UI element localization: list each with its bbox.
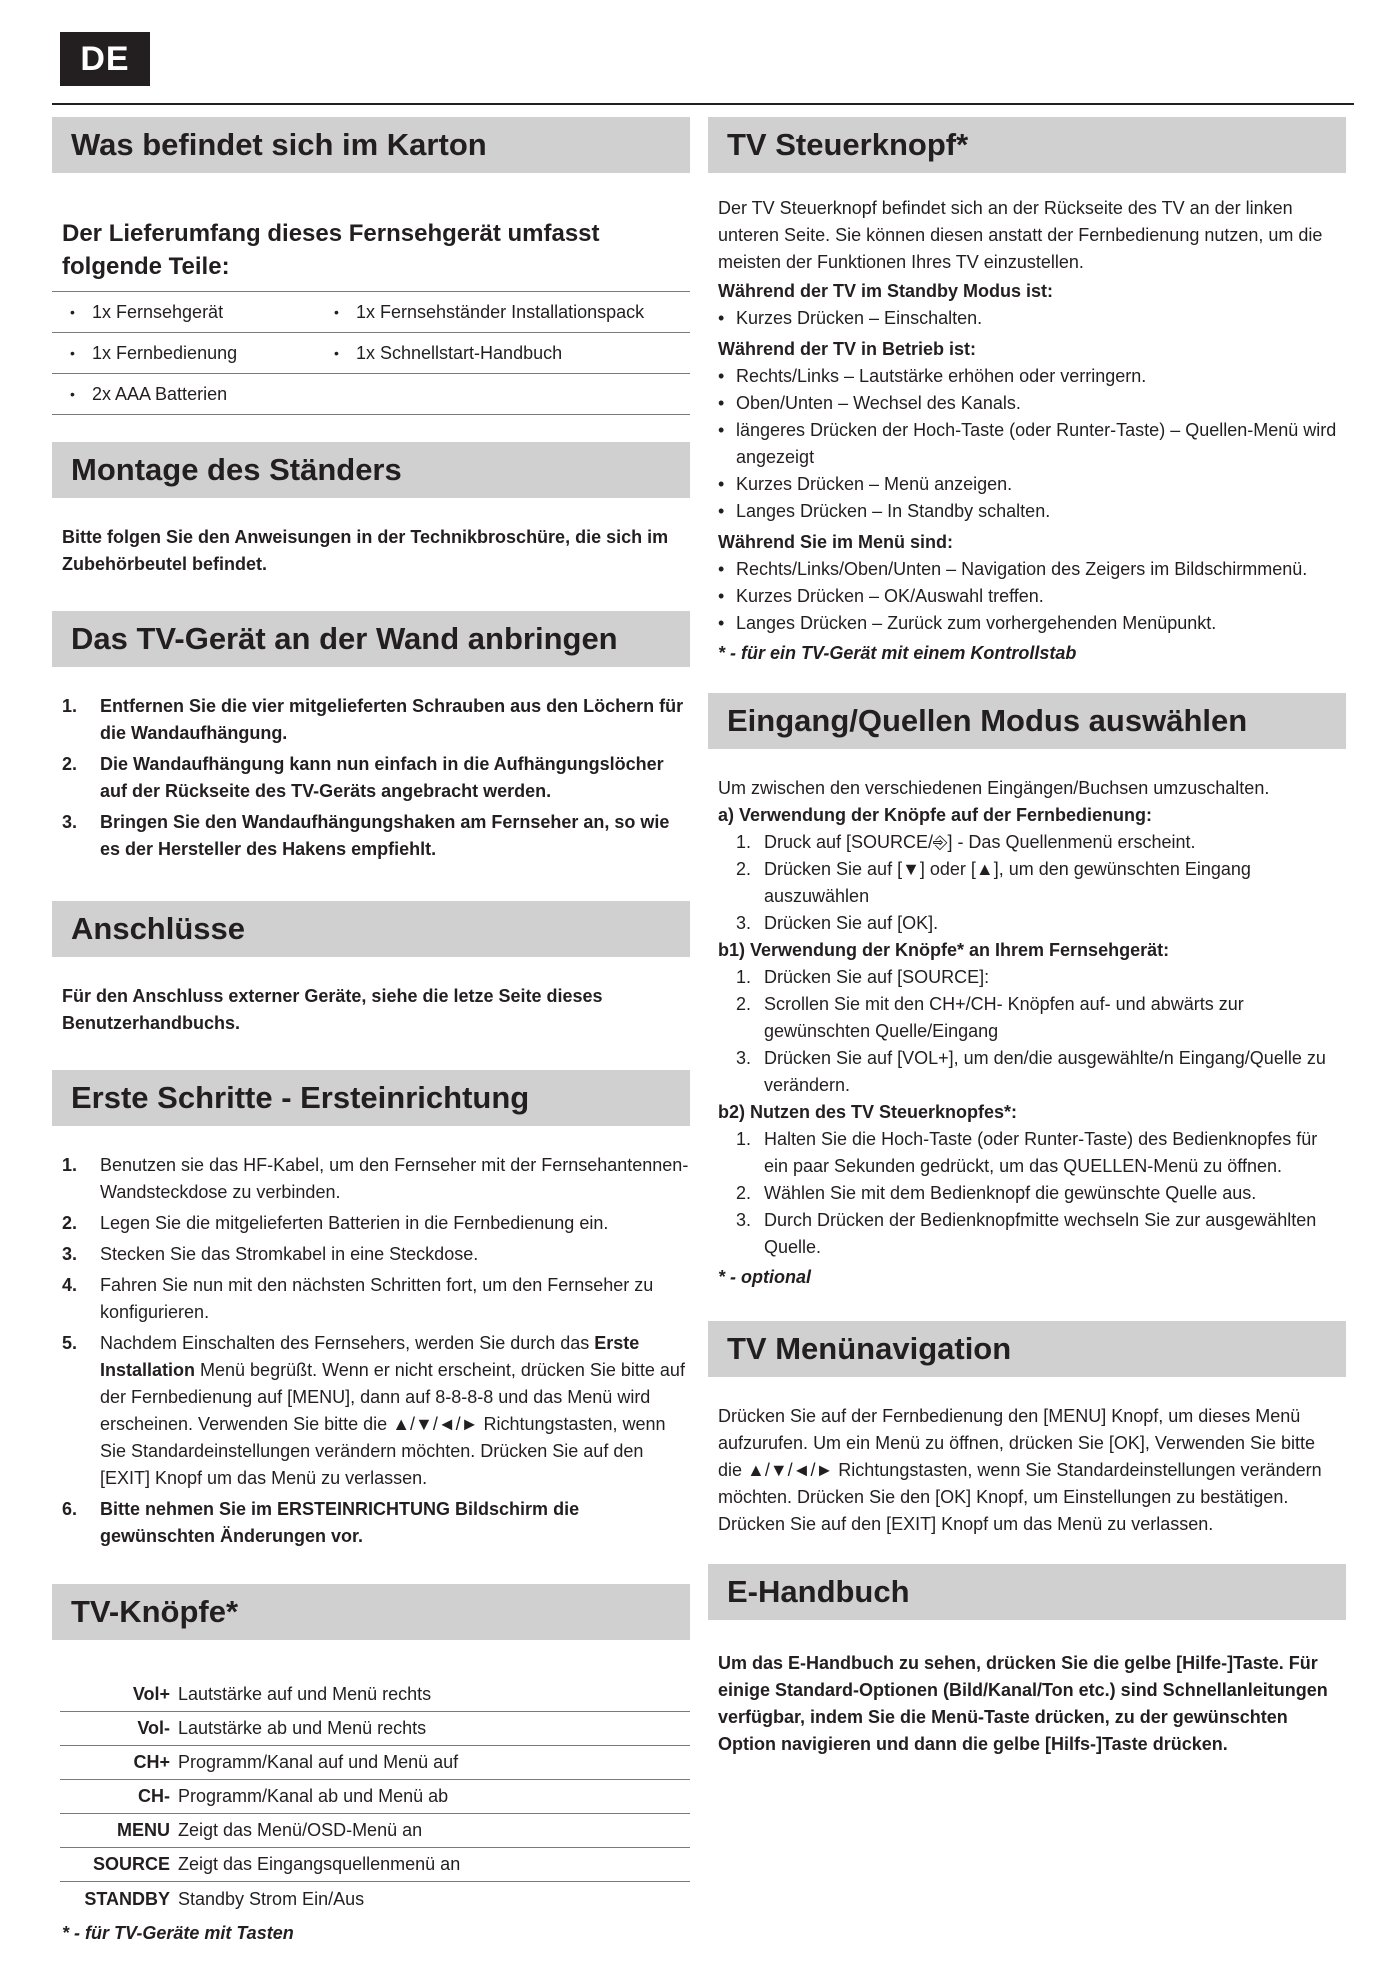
list-item: 2. Wählen Sie mit dem Bedienknopf die gewünschte Quelle aus. <box>736 1183 1257 1203</box>
list-item: • 1x Schnellstart-Handbuch <box>334 342 563 363</box>
section-heading-box: Was befindet sich im Karton <box>52 117 690 173</box>
language-tag: DE <box>60 32 150 86</box>
table-row <box>52 374 690 415</box>
joystick-operation-title: Während der TV in Betrieb ist: <box>718 339 977 359</box>
list-item: • 1x Fernsehgerät <box>70 301 224 322</box>
list-item: • 1x Fernbedienung <box>70 342 238 363</box>
emanual-text: Um das E-Handbuch zu sehen, drücken Sie die gelbe [Hilfe-]Taste. Für einige Standard-Optionen (Bild/Kanal/Ton etc.) sind Schnellanleitungen verfügbar, indem Sie die Menü-Taste drücken, zu der gewünschten Option navigieren und dann die gelbe [Hilfs-]Taste drücken. <box>718 1653 1328 1754</box>
section-heading-buttons: TV-Knöpfe* <box>52 1584 690 1640</box>
section-heading-wall: Das TV-Gerät an der Wand anbringen <box>52 611 690 667</box>
source-b2-title: b2) Nutzen des TV Steuerknopfes*: <box>718 1102 1018 1122</box>
list-item: • Kurzes Drücken – OK/Auswahl treffen. <box>718 586 1044 606</box>
right-column <box>708 117 1346 1758</box>
source-b1-title: b1) Verwendung der Knöpfe* an Ihrem Fernsehgerät: <box>718 940 1170 960</box>
list-item: • 1x Fernsehständer Installationspack <box>334 301 645 322</box>
list-item: 1. Druck auf [SOURCE/⎆] - Das Quellenmenü erscheint. <box>736 832 1196 852</box>
section-heading-menu-nav: TV Menünavigation <box>708 1321 1346 1377</box>
section-heading-connections: Anschlüsse <box>52 901 690 957</box>
list-item: • 2x AAA Batterien <box>70 383 228 404</box>
source-intro: Um zwischen den verschiedenen Eingängen/Buchsen umzuschalten. <box>718 778 1270 798</box>
box-contents-table <box>52 291 690 415</box>
source-a-steps <box>708 829 1346 937</box>
section-heading-setup: Erste Schritte - Ersteinrichtung <box>52 1070 690 1126</box>
list-item: 2. Legen Sie die mitgelieferten Batterien in die Fernbedienung ein. <box>62 1213 609 1233</box>
section-heading-emanual: E-Handbuch <box>708 1564 1346 1620</box>
list-item: • Rechts/Links/Oben/Unten – Navigation des Zeigers im Bildschirmmenü. <box>718 559 1308 579</box>
list-item: • Rechts/Links – Lautstärke erhöhen oder verringern. <box>718 366 1147 386</box>
list-item: 3. Durch Drücken der Bedienknopfmitte wechseln Sie zur ausgewählten Quelle. <box>736 1210 1317 1257</box>
buttons-footnote: * - für TV-Geräte mit Tasten <box>62 1923 294 1943</box>
list-item: 1. Drücken Sie auf [SOURCE]: <box>736 967 990 987</box>
table-row: SOURCE Zeigt das Eingangsquellenmenü an <box>60 1848 690 1882</box>
list-item: 1. Halten Sie die Hoch-Taste (oder Runter-Taste) des Bedienknopfes für ein paar Sekunden gedrückt, um das QUELLEN-Menü zu öffnen. <box>736 1129 1318 1176</box>
list-item: 1. Benutzen sie das HF-Kabel, um den Fernseher mit der Fernsehantennen-Wandsteckdose zu verbinden. <box>62 1155 689 1202</box>
table-row <box>52 333 690 374</box>
joystick-footnote: * - für ein TV-Gerät mit einem Kontrollstab <box>718 643 1077 663</box>
section-heading-source: Eingang/Quellen Modus auswählen <box>708 693 1346 749</box>
list-item: • längeres Drücken der Hoch-Taste (oder Runter-Taste) – Quellen-Menü wird angezeigt <box>718 420 1337 467</box>
menu-nav-text: Drücken Sie auf der Fernbedienung den [MENU] Knopf, um dieses Menü aufzurufen. Um ein Menü zu öffnen, drücken Sie [OK], Verwenden Sie bitte die ▲/▼/◄/► Richtungstasten, wenn Sie Standardeinstellungen verändern möchten. Drücken Sie den [OK] Knopf, um Einstellungen zu bestätigen. Drücken Sie auf den [EXIT] Knopf um das Menü zu verlassen. <box>718 1406 1322 1534</box>
source-b2-steps <box>708 1126 1346 1261</box>
list-item: 2. Scrollen Sie mit den CH+/CH- Knöpfen auf- und abwärts zur gewünschten Quelle/Eingang <box>736 994 1244 1041</box>
table-row: Vol+ Lautstärke auf und Menü rechts <box>60 1678 690 1712</box>
wall-steps <box>52 693 690 863</box>
list-item: • Kurzes Drücken – Menü anzeigen. <box>718 474 1013 494</box>
table-row: CH+ Programm/Kanal auf und Menü auf <box>60 1746 690 1780</box>
setup-steps <box>52 1152 690 1550</box>
source-a-title: a) Verwendung der Knöpfe auf der Fernbedienung: <box>718 805 1153 825</box>
list-item: 3. Drücken Sie auf [OK]. <box>736 913 939 933</box>
table-row: STANDBY Standby Strom Ein/Aus <box>84 1888 365 1909</box>
list-item: 3. Stecken Sie das Stromkabel in eine Steckdose. <box>62 1244 479 1264</box>
list-item: • Langes Drücken – Zurück zum vorhergehenden Menüpunkt. <box>718 613 1217 633</box>
table-row <box>52 292 690 333</box>
joystick-operation-list <box>708 363 1346 525</box>
list-item: 4. Fahren Sie nun mit den nächsten Schritten fort, um den Fernseher zu konfigurieren. <box>62 1275 654 1322</box>
list-item: 2. Drücken Sie auf [▼] oder [▲], um den gewünschten Eingang auszuwählen <box>736 859 1251 906</box>
list-item: 3. Bringen Sie den Wandaufhängungshaken am Fernseher an, so wie es der Hersteller des Hakens empfiehlt. <box>62 812 670 859</box>
list-item: 3. Drücken Sie auf [VOL+], um den/die ausgewählte/n Eingang/Quelle zu verändern. <box>736 1048 1326 1095</box>
joystick-menu-title: Während Sie im Menü sind: <box>718 532 954 552</box>
joystick-menu-list <box>708 556 1346 637</box>
source-b1-steps <box>708 964 1346 1099</box>
stand-text: Bitte folgen Sie den Anweisungen in der Technikbroschüre, die sich im Zubehörbeutel befindet. <box>62 527 669 574</box>
table-row: MENU Zeigt das Menü/OSD-Menü an <box>60 1814 690 1848</box>
list-item: 5. Nachdem Einschalten des Fernsehers, werden Sie durch das Erste Installation Menü begrüßt. Wenn er nicht erscheint, drücken Sie bitte auf der Fernbedienung auf [MENU], dann auf 8-8-8-8 und das Menü wird erscheinen. Verwenden Sie bitte die ▲/▼/◄/► Richtungstasten, wenn Sie Standardeinstellungen verändern möchten. Drücken Sie auf den [EXIT] Knopf um das Menü zu verlassen. <box>62 1333 685 1488</box>
joystick-standby-title: Während der TV im Standby Modus ist: <box>718 281 1054 301</box>
connections-text: Für den Anschluss externer Geräte, siehe die letze Seite dieses Benutzerhandbuchs. <box>62 986 603 1033</box>
list-item: 6. Bitte nehmen Sie im ERSTEINRICHTUNG Bildschirm die gewünschten Änderungen vor. <box>62 1499 580 1546</box>
list-item: • Kurzes Drücken – Einschalten. <box>718 308 983 328</box>
list-item: • Langes Drücken – In Standby schalten. <box>718 501 1051 521</box>
section-heading-joystick: TV Steuerknopf* <box>708 117 1346 173</box>
box-intro: Der Lieferumfang dieses Fernsehgerät umfasst folgende Teile: <box>62 220 600 280</box>
table-row: CH- Programm/Kanal ab und Menü ab <box>60 1780 690 1814</box>
top-divider <box>52 103 1354 105</box>
source-footnote: * - optional <box>718 1267 811 1287</box>
left-column <box>52 117 690 1947</box>
joystick-standby-list <box>708 305 1346 332</box>
buttons-table <box>52 1678 690 1916</box>
list-item: 1. Entfernen Sie die vier mitgelieferten Schrauben aus den Löchern für die Wandaufhängung. <box>62 696 684 743</box>
list-item: • Oben/Unten – Wechsel des Kanals. <box>718 393 1021 413</box>
joystick-intro: Der TV Steuerknopf befindet sich an der Rückseite des TV an der linken unteren Seite. Sie können diesen anstatt der Fernbedienung nutzen, um die meisten der Funktionen Ihres TV einzustellen. <box>718 198 1323 272</box>
list-item: 2. Die Wandaufhängung kann nun einfach in die Aufhängungslöcher auf der Rückseite des TV-Geräts angebracht werden. <box>62 754 664 801</box>
table-row: Vol- Lautstärke ab und Menü rechts <box>60 1712 690 1746</box>
section-heading-stand: Montage des Ständers <box>52 442 690 498</box>
